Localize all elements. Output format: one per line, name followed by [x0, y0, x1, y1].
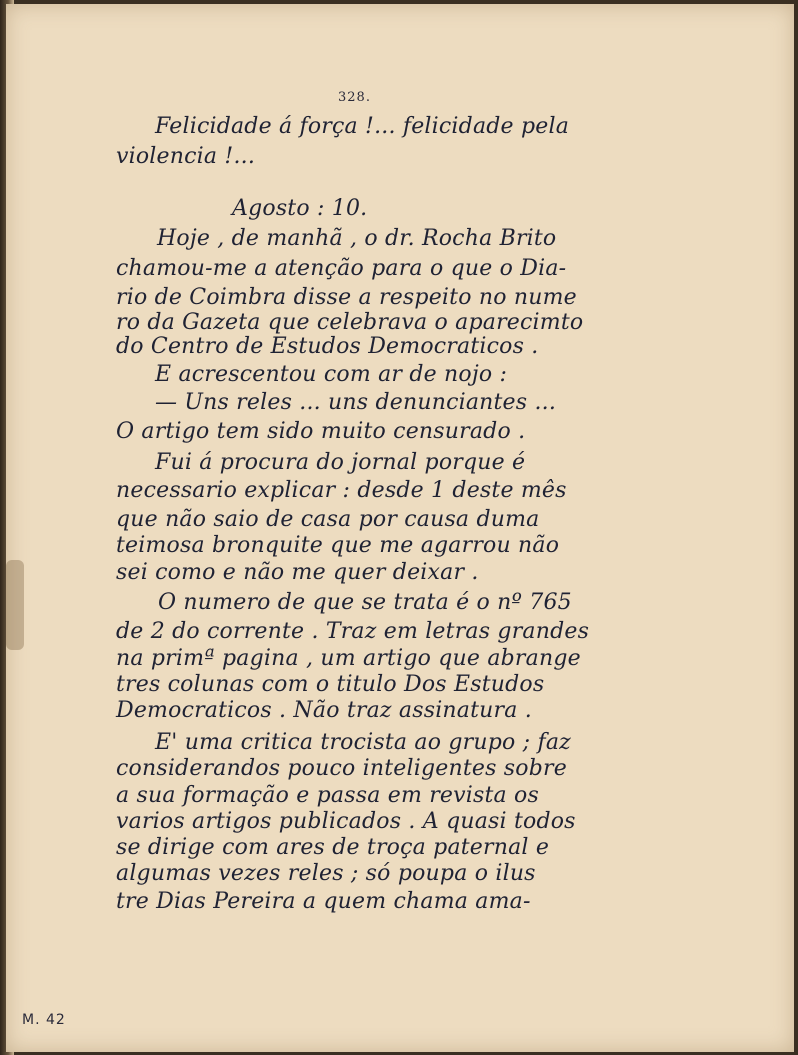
text-line: Democraticos . Não traz assinatura . [116, 698, 532, 723]
text-line: Fui á procura do jornal porque é [155, 450, 526, 475]
text-line: a sua formação e passa em revista os [116, 783, 539, 808]
text-line: Hoje , de manhã , o dr. Rocha Brito [157, 226, 557, 251]
text-line: algumas vezes reles ; só poupa o ilus [116, 861, 536, 886]
text-line: na primª pagina , um artigo que abrange [116, 646, 581, 671]
text-line: considerandos pouco inteligentes sobre [116, 756, 567, 781]
text-line: do Centro de Estudos Democraticos . [116, 334, 539, 359]
text-line: varios artigos publicados . A quasi todos [116, 809, 576, 834]
text-line: que não saio de casa por causa duma [116, 507, 540, 532]
text-line: se dirige com ares de troça paternal e [116, 835, 550, 860]
text-line: tre Dias Pereira a quem chama ama- [116, 889, 531, 914]
text-line: chamou-me a atenção para o que o Dia- [116, 256, 567, 281]
text-line: O numero de que se trata é o nº 765 [158, 590, 572, 615]
binding-tape [6, 560, 24, 650]
text-line: teimosa bronquite que me agarrou não [116, 533, 560, 558]
text-line: necessario explicar : desde 1 deste mês [116, 478, 567, 503]
text-line: de 2 do corrente . Traz em letras grandes [116, 619, 590, 644]
text-line: rio de Coimbra disse a respeito no nume [116, 285, 577, 310]
text-line: tres colunas com o titulo Dos Estudos [116, 672, 545, 697]
text-line: E' uma critica trocista ao grupo ; faz [155, 730, 571, 755]
page-number: 328. [338, 90, 371, 105]
text-line: E acrescentou com ar de nojo : [155, 362, 508, 387]
text-line: violencia !... [116, 144, 256, 169]
shelf-mark: M. 42 [22, 1012, 66, 1028]
text-line: ro da Gazeta que celebrava o aparecimto [116, 310, 584, 335]
text-line: — Uns reles ... uns denunciantes ... [155, 390, 557, 415]
text-line: Felicidade á força !... felicidade pela [155, 114, 570, 139]
text-line: O artigo tem sido muito censurado . [116, 419, 526, 444]
text-line: sei como e não me quer deixar . [116, 560, 479, 585]
dated-heading: Agosto : 10. [232, 196, 368, 221]
